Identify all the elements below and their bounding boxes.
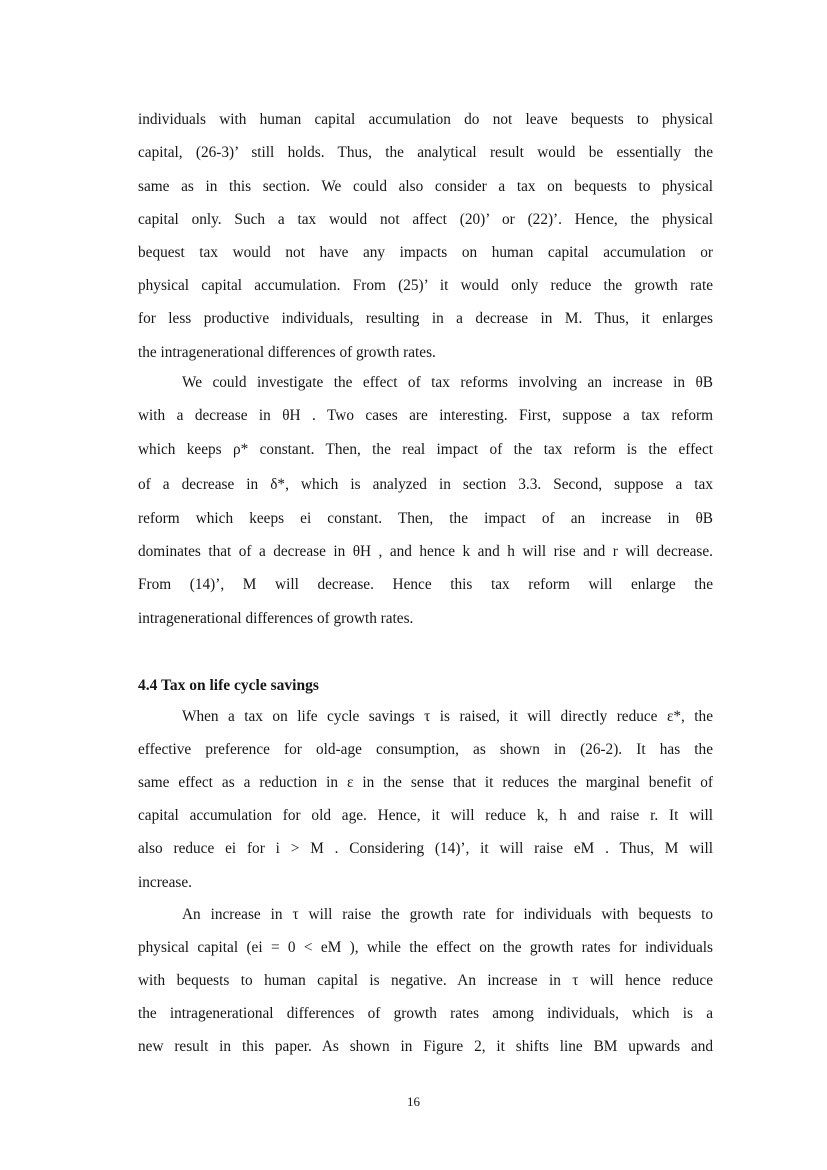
text-line: for less productive individuals, resulting in a decrease in M. Thus, it enlarges	[138, 310, 713, 327]
text-line: intragenerational differences of growth rates.	[138, 610, 414, 627]
text-line: capital accumulation for old age. Hence, it will reduce k, h and raise r. It will	[138, 807, 713, 824]
text-line: We could investigate the effect of tax reforms involving an increase in θB	[182, 374, 713, 391]
text-line: of a decrease in δ*, which is analyzed in section 3.3. Second, suppose a tax	[138, 476, 713, 493]
section-heading: 4.4 Tax on life cycle savings	[138, 677, 319, 694]
text-line: individuals with human capital accumulation do not leave bequests to physical	[138, 111, 713, 128]
text-line: From (14)’, M will decrease. Hence this tax reform will enlarge the	[138, 576, 713, 593]
text-line: bequest tax would not have any impacts on human capital accumulation or	[138, 244, 713, 261]
text-line: An increase in τ will raise the growth rate for individuals with bequests to	[182, 906, 713, 923]
text-line: also reduce ei for i > M . Considering (14)’, it will raise eM . Thus, M will	[138, 840, 713, 857]
text-line: with bequests to human capital is negative. An increase in τ will hence reduce	[138, 972, 713, 989]
text-line: physical capital (ei = 0 < eM ), while the effect on the growth rates for individuals	[138, 939, 713, 956]
text-line: increase.	[138, 874, 192, 891]
text-line: same as in this section. We could also consider a tax on bequests to physical	[138, 178, 713, 195]
text-line: new result in this paper. As shown in Figure 2, it shifts line BM upwards and	[138, 1038, 713, 1055]
text-line: dominates that of a decrease in θH , and hence k and h will rise and r will decrease.	[138, 543, 713, 560]
text-line: the intragenerational differences of growth rates.	[138, 344, 436, 361]
text-line: capital only. Such a tax would not affect (20)’ or (22)’. Hence, the physical	[138, 211, 713, 228]
text-line: physical capital accumulation. From (25)’ it would only reduce the growth rate	[138, 277, 713, 294]
text-line: which keeps ρ* constant. Then, the real impact of the tax reform is the effect	[138, 441, 713, 458]
text-line: with a decrease in θH . Two cases are interesting. First, suppose a tax reform	[138, 407, 713, 424]
text-line: capital, (26-3)’ still holds. Thus, the analytical result would be essentially the	[138, 144, 713, 161]
text-line: When a tax on life cycle savings τ is raised, it will directly reduce ε*, the	[182, 708, 713, 725]
text-line: same effect as a reduction in ε in the sense that it reduces the marginal benefit of	[138, 774, 713, 791]
text-line: effective preference for old-age consumption, as shown in (26-2). It has the	[138, 741, 713, 758]
text-line: the intragenerational differences of growth rates among individuals, which is a	[138, 1005, 713, 1022]
text-line: reform which keeps ei constant. Then, the impact of an increase in θB	[138, 510, 713, 527]
page-number: 16	[407, 1094, 420, 1109]
